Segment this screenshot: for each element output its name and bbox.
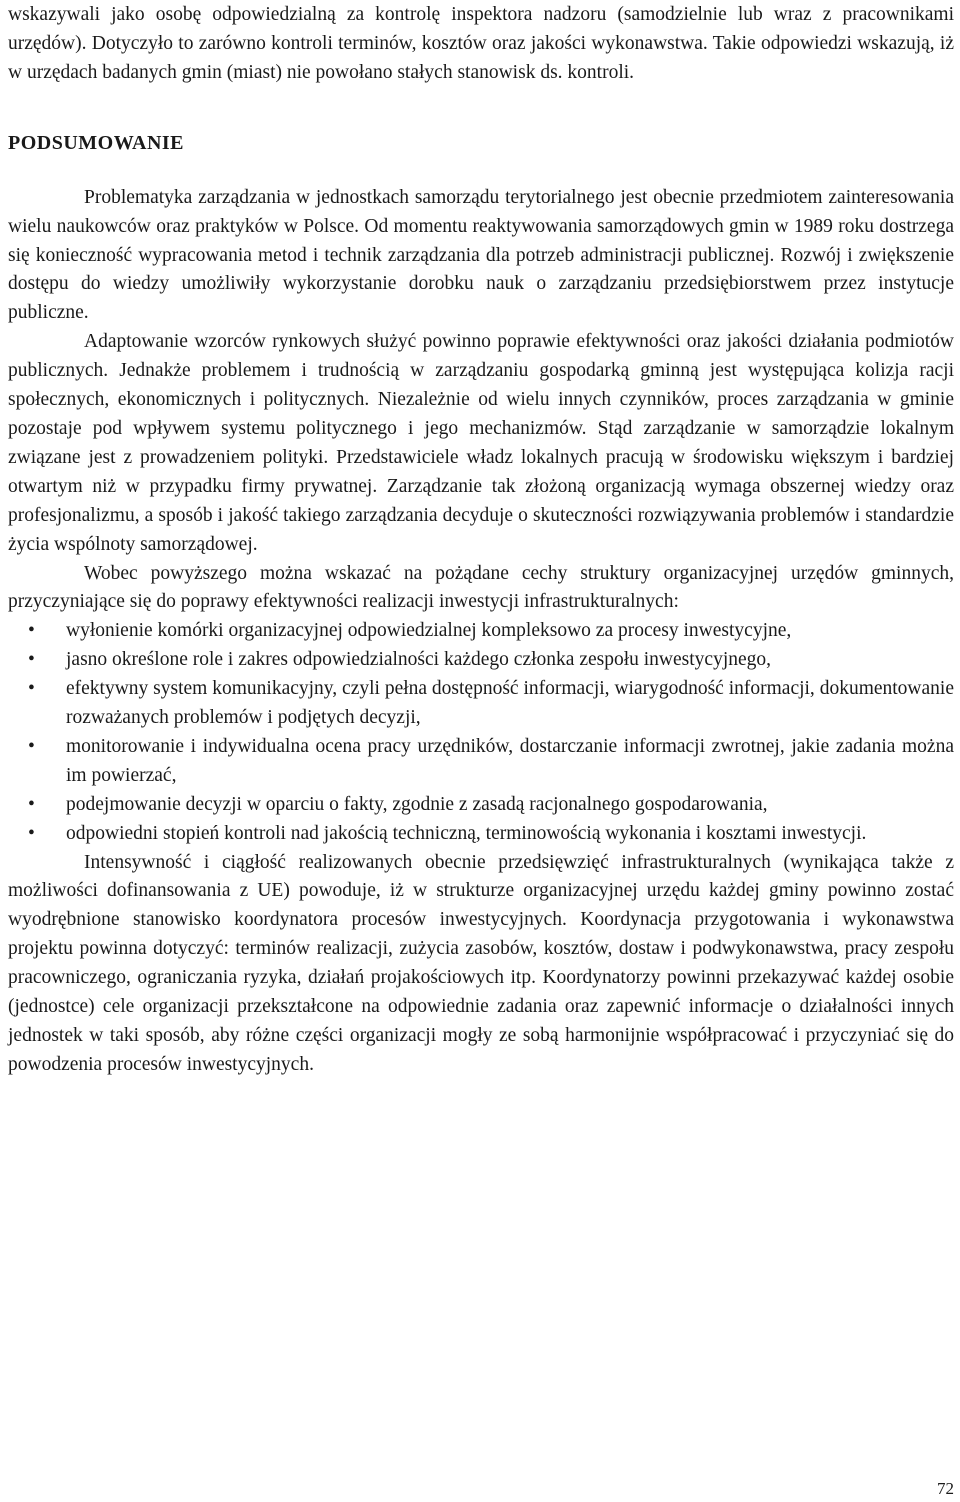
list-item <box>8 617 954 646</box>
bullet-list <box>8 617 954 848</box>
list-item-text: podejmowanie decyzji w oparciu o fakty, zgodnie z zasadą racjonalnego gospodarowania, <box>66 793 768 815</box>
paragraph-1: Problematyka zarządzania w jednostkach samorządu terytorialnego jest obecnie przedmiotem zainteresowania wielu naukowców oraz praktyków w Polsce. Od momentu reaktywowania samorządowych gmin w 1989 roku dostrzega się konieczność wypracowania metod i technik zarządzania dla potrzeb administracji publicznej. Rozwój i zwiększenie dostępu do wiedzy umożliwiły wykorzystanie dorobku nauk o zarządzaniu przedsiębiorstwem przez instytucje publiczne. <box>8 186 954 324</box>
section-heading: PODSUMOWANIE <box>8 131 185 154</box>
bullet-icon: • <box>28 735 35 757</box>
list-item <box>8 646 954 675</box>
list-item-text: efektywny system komunikacyjny, czyli pełna dostępność informacji, wiarygodność informacji, dokumentowanie rozważanych problemów i podjętych decyzji, <box>66 678 954 729</box>
list-item-text: odpowiedni stopień kontroli nad jakością techniczną, terminowością wykonania i kosztami inwestycji. <box>66 822 867 844</box>
list-item-text: wyłonienie komórki organizacyjnej odpowiedzialnej kompleksowo za procesy inwestycyjne, <box>66 620 792 642</box>
list-item-text: jasno określone role i zakres odpowiedzialności każdego członka zespołu inwestycyjnego, <box>66 649 772 671</box>
list-item <box>8 675 954 733</box>
list-item <box>8 820 954 849</box>
summary-section <box>8 184 954 1080</box>
bullet-icon: • <box>28 793 35 815</box>
bullet-icon: • <box>28 678 35 700</box>
list-item-text: monitorowanie i indywidualna ocena pracy urzędników, dostarczanie informacji zwrotnej, jakie zadania można im powierzać, <box>66 735 954 786</box>
bullet-icon: • <box>28 822 35 844</box>
continuation-paragraph: wskazywali jako osobę odpowiedzialną za kontrolę inspektora nadzoru (samodzielnie lub wraz z pracownikami urzędów). Dotyczyło to zarówno kontroli terminów, kosztów oraz jakości wykonawstwa. Takie odpowiedzi wskazują, iż w urzędach badanych gmin (miast) nie powołano stałych stanowisk ds. kontroli. <box>8 4 954 83</box>
paragraph-2: Adaptowanie wzorców rynkowych służyć powinno poprawie efektywności oraz jakości działania podmiotów publicznych. Jednakże problemem i trudnością w zarządzaniu gospodarką gminną jest występująca kolizja racji społecznych, ekonomicznych i politycznych. Niezależnie od wielu innych czynników, proces zarządzania w gminie pozostaje pod wpływem systemu politycznego i jego mechanizmów. Stąd zarządzanie w samorządzie lokalnym związane jest z prowadzeniem polityki. Przedstawiciele władz lokalnych pracują w środowisku większym i bardziej otwartym niż w przypadku firmy prywatnej. Zarządzanie tak złożoną organizacją wymaga obszernej wiedzy oraz profesjonalizmu, a sposób i jakość takiego zarządzania decyduje o skuteczności rozwiązywania problemów i standardzie życia wspólnoty samorządowej. <box>8 331 954 555</box>
final-paragraph: Intensywność i ciągłość realizowanych obecnie przedsięwzięć infrastrukturalnych (wynikająca także z możliwości dofinansowania z UE) powoduje, iż w strukturze organizacyjnej urzędu każdej gminy powinno zostać wyodrębnione stanowisko koordynatora procesów inwestycyjnych. Koordynacja przygotowania i wykonawstwa projektu powinna dotyczyć: terminów realizacji, zużycia zasobów, kosztów, dostaw i podwykonawstwa, pracy zespołu pracowniczego, ograniczania ryzyka, działań projakościowych itp. Koordynatorzy powinni przekazywać każdej osobie (jednostce) cele organizacji przekształcone na odpowiednie zadania oraz zapewnić informacje o działalności innych jednostek w taki sposób, aby różne części organizacji mogły ze sobą harmonijnie współpracować i przyczyniać się do powodzenia procesów inwestycyjnych. <box>8 851 954 1075</box>
paragraph-3: Wobec powyższego można wskazać na pożądane cechy struktury organizacyjnej urzędów gminnych, przyczyniające się do poprawy efektywności realizacji inwestycji infrastrukturalnych: <box>8 562 954 613</box>
page-number: 72 <box>937 1479 954 1498</box>
list-item <box>8 791 954 820</box>
document-page <box>8 0 954 1080</box>
list-item <box>8 733 954 791</box>
bullet-icon: • <box>28 649 35 671</box>
bullet-icon: • <box>28 620 35 642</box>
